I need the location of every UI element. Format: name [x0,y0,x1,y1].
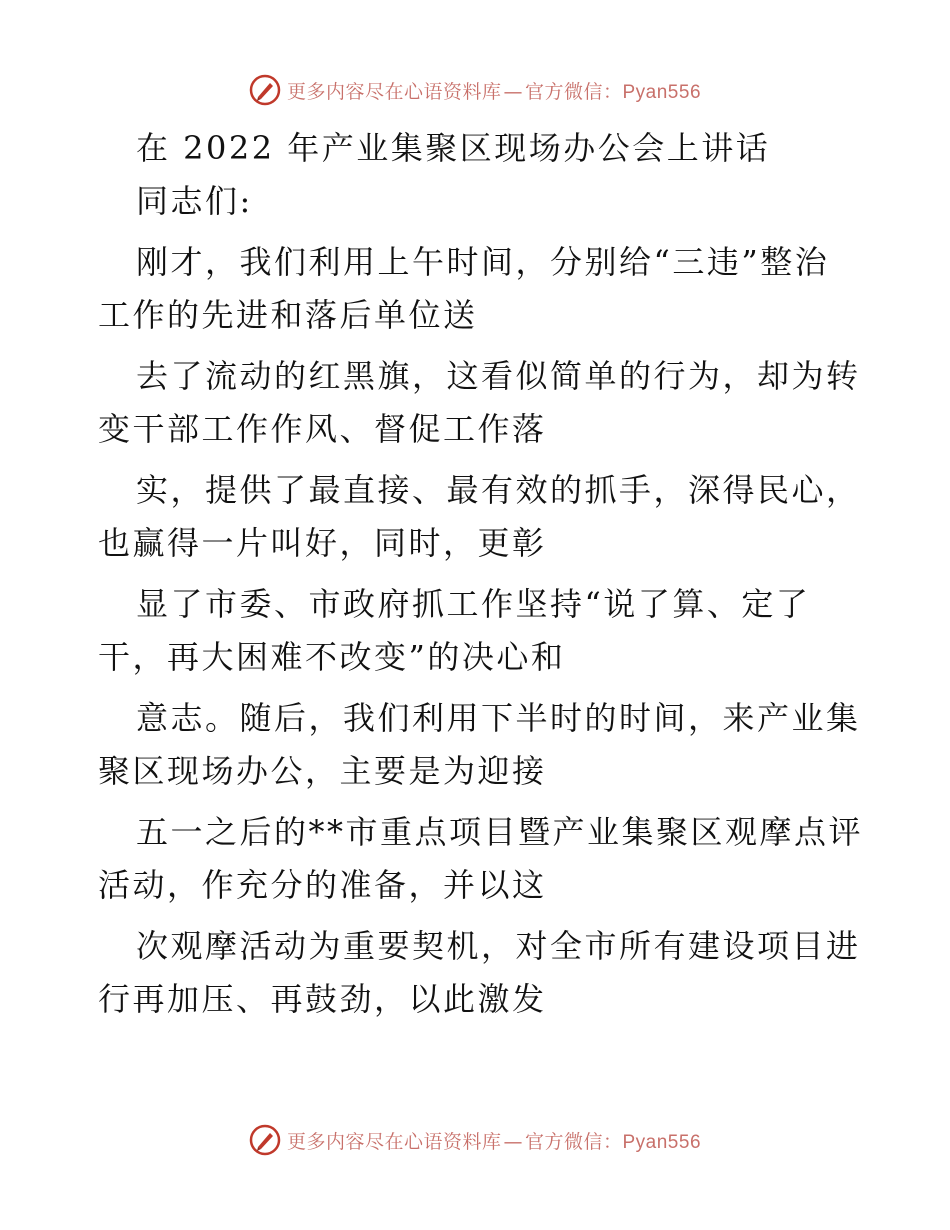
paragraph-line: 活动，作充分的准备，并以这 [98,866,547,904]
paragraph-line: 行再加压、再鼓劲，以此激发 [98,980,547,1018]
watermark-separator: — [503,80,523,103]
watermark-label: 官方微信： [524,1130,623,1153]
paragraph-line: 意志。随后，我们利用下半时的时间，来产业集 [136,699,861,737]
paragraph-line: 去了流动的红黑旗，这看似简单的行为，却为转 [136,357,861,395]
paragraph-line: 变干部工作作风、督促工作落 [98,410,547,448]
watermark-id: Pyan556 [622,81,702,103]
paragraph-line: 刚才，我们利用上午时间，分别给“三违”整治 [136,243,830,281]
paragraph-line: 五一之后的**市重点项目暨产业集聚区观摩点评 [136,813,864,851]
paragraph-line: 次观摩活动为重要契机，对全市所有建设项目进 [136,927,861,965]
watermark-slogan: 更多内容尽在心语资料库 [286,1130,502,1153]
watermark-footer [0,1120,950,1160]
quill-logo-icon [249,74,281,106]
watermark-header [0,70,950,110]
watermark-text [287,1127,701,1154]
watermark-id: Pyan556 [622,1131,702,1153]
paragraph-line: 实，提供了最直接、最有效的抓手，深得民心， [136,471,861,509]
paragraph-line: 显了市委、市政府抓工作坚持“说了算、定了 [136,585,811,623]
paragraph-line: 干，再大困难不改变”的决心和 [98,638,566,676]
watermark-label: 官方微信： [524,80,623,103]
paragraph-line: 工作的先进和落后单位送 [98,296,478,334]
quill-logo-icon [249,1124,281,1156]
watermark-text [287,77,701,104]
paragraph-line: 也赢得一片叫好，同时，更彰 [98,524,547,562]
document-body [98,122,864,1026]
document-title: 在 2022 年产业集聚区现场办公会上讲话 [136,129,771,167]
watermark-slogan: 更多内容尽在心语资料库 [286,80,502,103]
paragraph-line: 聚区现场办公，主要是为迎接 [98,752,547,790]
watermark-separator: — [503,1130,523,1153]
salutation: 同志们: [136,182,253,220]
